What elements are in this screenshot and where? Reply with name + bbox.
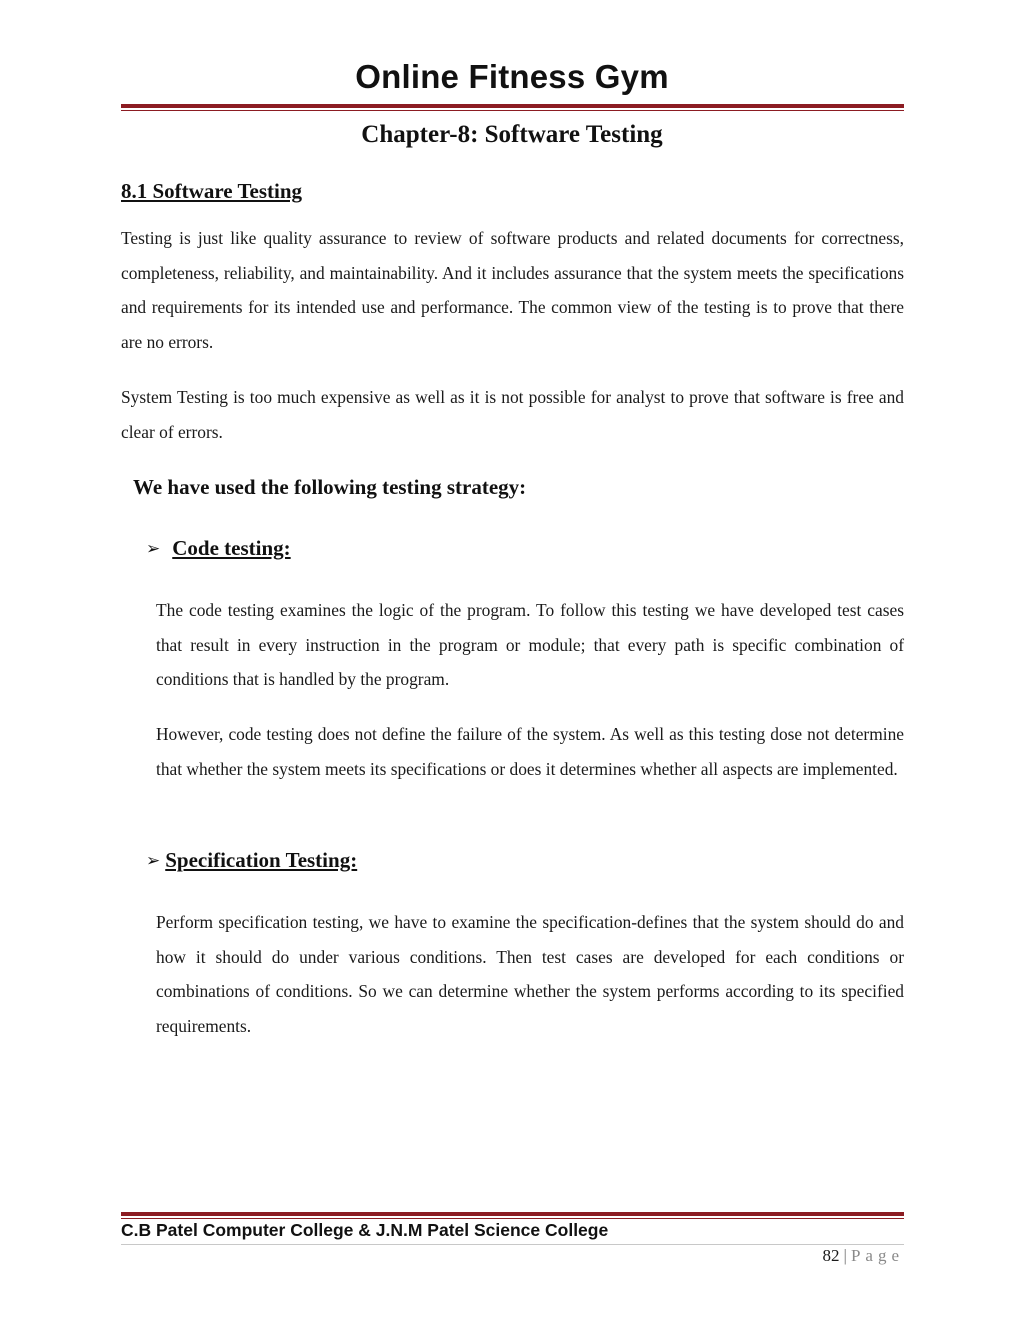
code-testing-heading [146,536,291,561]
footer-rule [121,1212,904,1219]
footer-college-name: C.B Patel Computer College & J.N.M Patel Science College [121,1220,609,1240]
page-number [823,1246,904,1266]
footer-divider [121,1244,904,1245]
chapter-title: Chapter-8: Software Testing [361,121,663,148]
header-rule-thick [121,104,904,108]
section-heading: 8.1 Software Testing [121,179,303,203]
cost-paragraph: System Testing is too much expensive as well as it is not possible for analyst to prove that software is free and clear of errors. [121,387,904,442]
page-number-value: 82 [822,1246,840,1265]
code-testing-label: Code testing: [172,536,291,560]
footer-rule-thin [121,1218,904,1219]
header-rule [121,104,904,111]
page-number-separator: | [843,1246,847,1265]
specification-testing-paragraph: Perform specification testing, we have to examine the specification-defines that the system should do and how it should do under various conditions. Then test cases are developed for each conditions or combinations of conditions. So we can determine whether the system performs according to its specified requirements. [156,912,904,1036]
header-rule-thin [121,110,904,111]
specification-testing-heading [146,848,357,873]
specification-testing-label: Specification Testing: [165,848,358,872]
footer-rule-thick [121,1212,904,1216]
document-title: Online Fitness Gym [355,58,669,95]
right-arrowhead-icon: ➢ [146,538,161,559]
page-word: Page [850,1246,904,1265]
intro-paragraph: Testing is just like quality assurance to review of software products and related documents for correctness, completeness, reliability, and maintainability. And it includes assurance that the system meets the specifications and requirements for its intended use and performance. The common view of the testing is to prove that there are no errors. [121,228,904,352]
code-testing-limitation-paragraph: However, code testing does not define the failure of the system. As well as this testing dose not determine that whether the system meets its specifications or does it determines whether all aspects are implemented. [156,724,904,779]
right-arrowhead-icon: ➢ [146,850,161,871]
code-testing-paragraph: The code testing examines the logic of the program. To follow this testing we have developed test cases that result in every instruction in the program or module; that every path is specific combination of conditions that is handled by the program. [156,600,904,689]
strategy-heading: We have used the following testing strategy: [133,475,527,499]
